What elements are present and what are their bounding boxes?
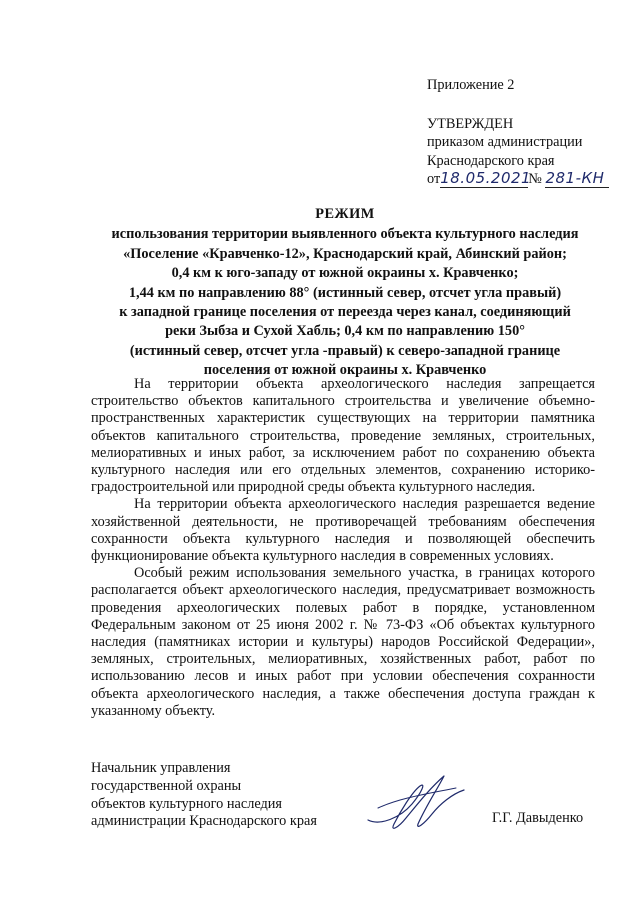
appendix-label: Приложение 2 [427, 77, 515, 93]
title-line: к западной границе поселения от переезда через канал, соединяющий [119, 304, 571, 321]
title-line: поселения от южной окраины х. Кравченко [203, 362, 487, 379]
handwritten-number: 281-КН [545, 169, 605, 187]
body-paragraph-prohibition: На территории объекта археологического наследия запрещается строительство объектов капитального строительства и увеличение объемно-пространственных характеристик существующих на территории памятника объектов капитального строительства, проведение земляных, строительных, мелиоративных и иных работ, за исключением работ по сохранению объекта культурного наследия или его отдельных элементов, сохранению историко-градостроительной или природной среды объекта культурного наследия. [91, 376, 595, 496]
position-line: администрации Краснодарского края [91, 813, 317, 830]
title-line: (истинный север, отсчет угла -правый) к северо-западной границе [129, 342, 561, 359]
date-field [440, 169, 532, 188]
title-line: 0,4 км к юго-западу от южной окраины х. Кравченко; [171, 265, 519, 282]
title-line: «Поселение «Кравченко-12», Краснодарский край, Абинский район; [123, 245, 567, 262]
number-prefix: № [528, 171, 542, 187]
title-line: использования территории выявленного объекта культурного наследия [111, 226, 579, 243]
approval-order-line: приказом администрации [427, 134, 583, 150]
handwritten-date: 18.05.2021 [440, 169, 532, 187]
approval-block [427, 76, 609, 189]
approval-region-line: Краснодарского края [427, 152, 555, 169]
signatory-position [91, 760, 317, 831]
body-paragraph-permission: На территории объекта археологического наследия разрешается ведение хозяйственной деятельности, не противоречащей требованиям обеспечения сохранности объекта культурного наследия и позволяющей обеспечить функционирование объекта культурного наследия в современных условиях. [91, 496, 595, 565]
body-paragraph-special-regime: Особый режим использования земельного участка, в границах которого располагается объект археологического наследия, предусматривает возможность проведения археологических полевых работ в порядке, установленном Федеральным законом от 25 июня 2002 г. № 73-ФЗ «Об объектах культурного наследия (памятниках истории и культуры) народов Российской Федерации», земляных, строительных, мелиоративных, хозяйственных работ, работ по использованию лесов и иных работ при условии обеспечения сохранности объекта археологического наследия, а также обеспечения доступа граждан к указанному объекту. [91, 565, 595, 719]
approval-date-line [427, 170, 609, 189]
signatory-name: Г.Г. Давыденко [492, 810, 584, 826]
title-line: 1,44 км по направлению 88° (истинный север, отсчет угла правый) [128, 284, 562, 301]
position-line: государственной охраны [91, 777, 242, 794]
handwritten-signature [360, 768, 470, 838]
position-line: Начальник управления [91, 760, 231, 776]
document-body [91, 376, 595, 720]
number-field [545, 170, 609, 188]
approved-label: УТВЕРЖДЕН [427, 115, 514, 132]
title-heading: РЕЖИМ [315, 206, 375, 222]
document-title [80, 205, 610, 381]
title-line: реки Зыбза и Сухой Хабль; 0,4 км по направлению 150° [165, 323, 525, 340]
date-prefix: от [427, 171, 441, 187]
position-line: объектов культурного наследия [91, 795, 282, 812]
